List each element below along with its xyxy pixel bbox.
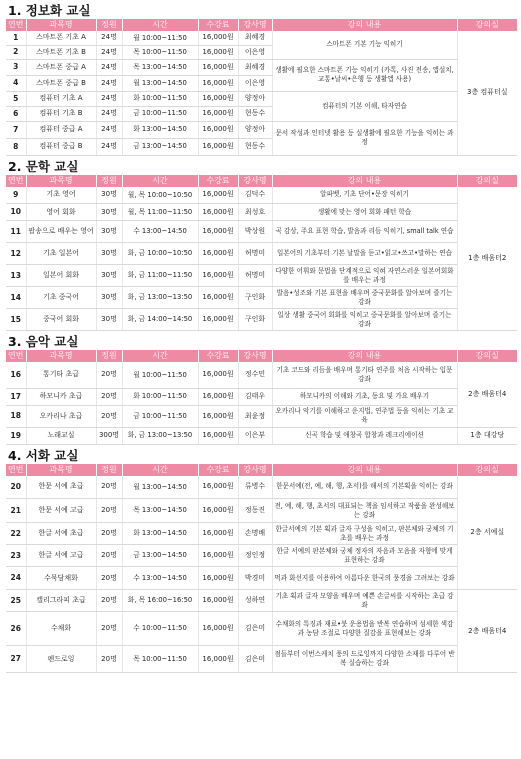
- course-table: [6, 175, 517, 332]
- cell-time: 월 10:00~11:50: [122, 31, 198, 45]
- cell-fee: 16,000원: [198, 45, 238, 59]
- table-row: [6, 243, 517, 265]
- cell-fee: 16,000원: [198, 545, 238, 567]
- course-table: [6, 19, 517, 156]
- table-header: [6, 464, 517, 476]
- cell-subject: 오카리나 초급: [26, 405, 96, 427]
- table-body: [6, 362, 517, 444]
- cell-capacity: 20명: [96, 612, 122, 646]
- cell-fee: 16,000원: [198, 106, 238, 121]
- cell-instructor: 최성호: [238, 204, 272, 221]
- header-capacity: 정원: [96, 350, 122, 362]
- cell-room: 2층 서예실: [457, 476, 517, 590]
- cell-content: 문서 작성과 인터넷 활용 등 실생활에 필요한 기능을 익히는 과정: [272, 121, 457, 155]
- table-row: [6, 287, 517, 309]
- cell-capacity: 300명: [96, 427, 122, 444]
- cell-subject: 영어 회화: [26, 204, 96, 221]
- table-row: [6, 31, 517, 45]
- cell-instructor: 정수민: [238, 362, 272, 388]
- cell-instructor: 허명미: [238, 265, 272, 287]
- table-row: [6, 362, 517, 388]
- cell-content: 일본어의 기초부터 기본 날말을 듣고•읽고•쓰고•말하는 연습: [272, 243, 457, 265]
- section-title: 3. 음악 교실: [8, 334, 79, 349]
- header-subject: 과목명: [26, 350, 96, 362]
- cell-capacity: 24명: [96, 138, 122, 155]
- header-row: [6, 19, 517, 31]
- section-block: [6, 2, 517, 158]
- cell-content: 먹과 화선지를 이용하여 아름다운 한국의 풍경을 그려보는 강좌: [272, 567, 457, 590]
- cell-instructor: 김은미: [238, 646, 272, 673]
- cell-capacity: 20명: [96, 545, 122, 567]
- cell-no: 7: [6, 121, 26, 138]
- cell-content: 신곡 학습 및 애창곡 합창과 레크리에이션: [272, 427, 457, 444]
- cell-fee: 16,000원: [198, 476, 238, 499]
- cell-fee: 16,000원: [198, 388, 238, 405]
- cell-subject: 노래교실: [26, 427, 96, 444]
- header-row: [6, 350, 517, 362]
- cell-content: 한글 서예의 판본체와 궁체 정자의 자음과 모음을 자형에 맞게 표현하는 강좌: [272, 545, 457, 567]
- cell-capacity: 30명: [96, 287, 122, 309]
- cell-no: 5: [6, 91, 26, 106]
- table-row: [6, 309, 517, 331]
- cell-subject: 기초 중국어: [26, 287, 96, 309]
- cell-room: 2층 배움터4: [457, 362, 517, 427]
- table-row: [6, 427, 517, 444]
- cell-subject: 수묵담채화: [26, 567, 96, 590]
- section-block: [6, 158, 517, 334]
- cell-content: 다양한 어휘와 문법을 단계적으로 익혀 자연스러운 일본어회화를 배우는 과정: [272, 265, 457, 287]
- cell-capacity: 20명: [96, 590, 122, 612]
- cell-instructor: 허명미: [238, 243, 272, 265]
- cell-time: 월 13:00~14:50: [122, 476, 198, 499]
- cell-capacity: 30명: [96, 204, 122, 221]
- header-subject: 과목명: [26, 464, 96, 476]
- cell-no: 10: [6, 204, 26, 221]
- cell-no: 16: [6, 362, 26, 388]
- cell-subject: 컴퓨터 중급 B: [26, 138, 96, 155]
- cell-subject: 하모니카 초급: [26, 388, 96, 405]
- cell-content: 컴퓨터의 기본 이해, 타자연습: [272, 91, 457, 121]
- table-header: [6, 19, 517, 31]
- cell-time: 목 13:00~14:50: [122, 499, 198, 523]
- header-time: 시간: [122, 19, 198, 31]
- cell-subject: 수채화: [26, 612, 96, 646]
- cell-instructor: 박상원: [238, 221, 272, 243]
- cell-no: 3: [6, 59, 26, 75]
- table-row: [6, 265, 517, 287]
- cell-subject: 스마트폰 중급 B: [26, 75, 96, 91]
- header-fee: 수강료: [198, 464, 238, 476]
- header-capacity: 정원: [96, 19, 122, 31]
- cell-instructor: 김은미: [238, 612, 272, 646]
- header-no: 연번: [6, 175, 26, 187]
- header-fee: 수강료: [198, 175, 238, 187]
- section-gap: [6, 673, 517, 675]
- cell-fee: 16,000원: [198, 523, 238, 545]
- cell-time: 화, 금 13:00~13:50: [122, 287, 198, 309]
- cell-capacity: 24명: [96, 45, 122, 59]
- cell-room: 2층 배움터4: [457, 590, 517, 673]
- cell-subject: 컴퓨터 기초 A: [26, 91, 96, 106]
- cell-content: 하모니카의 이해와 기초, 동요 및 가요 배우기: [272, 388, 457, 405]
- cell-content: 한문서예(전, 예, 해, 행, 초서)를 해서의 기본획을 익히는 강좌: [272, 476, 457, 499]
- cell-fee: 16,000원: [198, 646, 238, 673]
- cell-content: 알파벳, 기초 단어•문장 익히기: [272, 187, 457, 204]
- cell-content: 기초 코드와 리듬을 배우며 통기타 연주를 처음 시작하는 입문 강좌: [272, 362, 457, 388]
- cell-capacity: 24명: [96, 59, 122, 75]
- cell-instructor: 최혜경: [238, 31, 272, 45]
- header-instructor: 강사명: [238, 175, 272, 187]
- cell-no: 24: [6, 567, 26, 590]
- cell-fee: 16,000원: [198, 221, 238, 243]
- cell-room: 3층 컴퓨터실: [457, 31, 517, 155]
- table-header: [6, 175, 517, 187]
- header-instructor: 강사명: [238, 464, 272, 476]
- cell-instructor: 이은영: [238, 45, 272, 59]
- cell-fee: 16,000원: [198, 362, 238, 388]
- cell-time: 금 13:00~14:50: [122, 138, 198, 155]
- cell-content: 오카리나 악기를 이해하고 운지법, 연주법 등을 익히는 기초 교육: [272, 405, 457, 427]
- cell-time: 금 10:00~11:50: [122, 106, 198, 121]
- cell-capacity: 30명: [96, 265, 122, 287]
- cell-time: 화, 금 14:00~14:50: [122, 309, 198, 331]
- cell-capacity: 20명: [96, 388, 122, 405]
- cell-capacity: 30명: [96, 187, 122, 204]
- header-room: 강의실: [457, 350, 517, 362]
- cell-subject: 스마트폰 중급 A: [26, 59, 96, 75]
- cell-capacity: 20명: [96, 567, 122, 590]
- cell-capacity: 30명: [96, 221, 122, 243]
- cell-fee: 16,000원: [198, 59, 238, 75]
- section-block: [6, 447, 517, 676]
- cell-instructor: 현동수: [238, 138, 272, 155]
- cell-fee: 16,000원: [198, 405, 238, 427]
- cell-no: 6: [6, 106, 26, 121]
- cell-subject: 펜드로잉: [26, 646, 96, 673]
- table-row: [6, 405, 517, 427]
- cell-fee: 16,000원: [198, 243, 238, 265]
- cell-fee: 16,000원: [198, 567, 238, 590]
- cell-fee: 16,000원: [198, 204, 238, 221]
- cell-no: 19: [6, 427, 26, 444]
- header-fee: 수강료: [198, 350, 238, 362]
- cell-capacity: 20명: [96, 499, 122, 523]
- header-no: 연번: [6, 19, 26, 31]
- cell-time: 월, 목 10:00~10:50: [122, 187, 198, 204]
- table-row: [6, 545, 517, 567]
- table-row: [6, 523, 517, 545]
- table-row: [6, 204, 517, 221]
- cell-capacity: 20명: [96, 523, 122, 545]
- cell-time: 금 10:00~11:50: [122, 405, 198, 427]
- cell-no: 21: [6, 499, 26, 523]
- cell-time: 화, 금 10:00~10:50: [122, 243, 198, 265]
- cell-content: 곡 감상, 주요 표현 학습, 발음과 리듬 익히기, small talk 연습: [272, 221, 457, 243]
- cell-time: 화 10:00~11:50: [122, 388, 198, 405]
- cell-time: 화 13:00~14:50: [122, 523, 198, 545]
- cell-time: 월 10:00~11:50: [122, 362, 198, 388]
- header-time: 시간: [122, 464, 198, 476]
- cell-no: 12: [6, 243, 26, 265]
- cell-instructor: 구인화: [238, 309, 272, 331]
- table-body: [6, 187, 517, 331]
- header-fee: 수강료: [198, 19, 238, 31]
- cell-capacity: 20명: [96, 646, 122, 673]
- cell-capacity: 24명: [96, 31, 122, 45]
- header-content: 강의 내용: [272, 464, 457, 476]
- cell-subject: 컴퓨터 중급 A: [26, 121, 96, 138]
- cell-fee: 16,000원: [198, 31, 238, 45]
- header-row: [6, 464, 517, 476]
- cell-time: 수 13:00~14:50: [122, 221, 198, 243]
- cell-instructor: 양정아: [238, 121, 272, 138]
- cell-instructor: 김덕수: [238, 187, 272, 204]
- table-row: [6, 590, 517, 612]
- cell-no: 4: [6, 75, 26, 91]
- cell-content: 생활에 필요한 스마트폰 기능 익히기 (카톡, 사진 전송, 앱설치, 교통•날씨•은행 등 생활앱 사용): [272, 59, 457, 91]
- cell-content: 스마트폰 기본 기능 익히기: [272, 31, 457, 59]
- cell-capacity: 24명: [96, 91, 122, 106]
- header-content: 강의 내용: [272, 19, 457, 31]
- cell-instructor: 정인정: [238, 545, 272, 567]
- section-title: 4. 서화 교실: [8, 447, 79, 463]
- course-table: [6, 464, 517, 674]
- table-row: [6, 388, 517, 405]
- cell-instructor: 최혜경: [238, 59, 272, 75]
- section-block: [6, 333, 517, 447]
- cell-content: 일상 생활 중국어 회화를 익히고 중국문화를 알아보며 즐기는 강좌: [272, 309, 457, 331]
- header-capacity: 정원: [96, 175, 122, 187]
- table-row: [6, 476, 517, 499]
- cell-fee: 16,000원: [198, 121, 238, 138]
- cell-time: 목 10:00~11:50: [122, 646, 198, 673]
- cell-subject: 한글 서예 고급: [26, 545, 96, 567]
- section-title: 2. 문학 교실: [8, 158, 79, 174]
- cell-time: 월, 목 11:00~11:50: [122, 204, 198, 221]
- cell-time: 수 10:00~11:50: [122, 612, 198, 646]
- cell-no: 14: [6, 287, 26, 309]
- header-time: 시간: [122, 350, 198, 362]
- cell-fee: 16,000원: [198, 75, 238, 91]
- cell-time: 목 10:00~11:50: [122, 45, 198, 59]
- cell-time: 화, 금 11:00~11:50: [122, 265, 198, 287]
- header-room: 강의실: [457, 175, 517, 187]
- section-title: 1. 정보화 교실: [8, 3, 91, 18]
- cell-subject: 팝송으로 배우는 영어: [26, 221, 96, 243]
- cell-subject: 통기타 초급: [26, 362, 96, 388]
- cell-room: 1층 대강당: [457, 427, 517, 444]
- cell-no: 26: [6, 612, 26, 646]
- cell-instructor: 구인화: [238, 287, 272, 309]
- cell-no: 18: [6, 405, 26, 427]
- cell-subject: 중국어 회화: [26, 309, 96, 331]
- cell-content: 전, 예, 해, 행, 초서의 대표되는 책을 임서하고 작품을 완성해보는 강좌: [272, 499, 457, 523]
- cell-content: 한글서예의 기본 획과 글자 구성을 익히고, 판본체와 궁체의 기초를 배우는 과정: [272, 523, 457, 545]
- cell-no: 20: [6, 476, 26, 499]
- cell-capacity: 20명: [96, 405, 122, 427]
- cell-content: 생활에 맞는 영어 회화 패턴 학습: [272, 204, 457, 221]
- cell-instructor: 현동수: [238, 106, 272, 121]
- table-row: [6, 221, 517, 243]
- header-no: 연번: [6, 464, 26, 476]
- cell-time: 화, 목 16:00~16:50: [122, 590, 198, 612]
- cell-time: 금 13:00~14:50: [122, 545, 198, 567]
- table-row: [6, 91, 517, 106]
- cell-no: 1: [6, 31, 26, 45]
- cell-no: 11: [6, 221, 26, 243]
- cell-instructor: 류병수: [238, 476, 272, 499]
- cell-no: 15: [6, 309, 26, 331]
- cell-fee: 16,000원: [198, 499, 238, 523]
- cell-fee: 16,000원: [198, 309, 238, 331]
- cell-content: 발음•성조와 기본 표현을 배우며 중국문화를 알아보며 즐기는 강좌: [272, 287, 457, 309]
- cell-no: 27: [6, 646, 26, 673]
- course-table: [6, 350, 517, 445]
- cell-no: 23: [6, 545, 26, 567]
- table-row: [6, 612, 517, 646]
- cell-instructor: 이은영: [238, 75, 272, 91]
- cell-subject: 컴퓨터 기초 B: [26, 106, 96, 121]
- header-no: 연번: [6, 350, 26, 362]
- cell-instructor: 최윤정: [238, 405, 272, 427]
- cell-fee: 16,000원: [198, 265, 238, 287]
- cell-instructor: 박경미: [238, 567, 272, 590]
- cell-no: 13: [6, 265, 26, 287]
- header-subject: 과목명: [26, 175, 96, 187]
- cell-no: 17: [6, 388, 26, 405]
- cell-no: 2: [6, 45, 26, 59]
- cell-fee: 16,000원: [198, 91, 238, 106]
- cell-capacity: 30명: [96, 309, 122, 331]
- header-row: [6, 175, 517, 187]
- table-row: [6, 499, 517, 523]
- cell-capacity: 24명: [96, 106, 122, 121]
- cell-instructor: 이은부: [238, 427, 272, 444]
- cell-instructor: 손명배: [238, 523, 272, 545]
- cell-subject: 스마트폰 기초 B: [26, 45, 96, 59]
- cell-time: 수 13:00~14:50: [122, 567, 198, 590]
- cell-subject: 한문 서예 초급: [26, 476, 96, 499]
- cell-subject: 기초 일본어: [26, 243, 96, 265]
- header-content: 강의 내용: [272, 175, 457, 187]
- table-row: [6, 646, 517, 673]
- cell-capacity: 24명: [96, 75, 122, 91]
- header-capacity: 정원: [96, 464, 122, 476]
- cell-subject: 기초 영어: [26, 187, 96, 204]
- cell-no: 22: [6, 523, 26, 545]
- cell-room: 1층 배움터2: [457, 187, 517, 331]
- cell-content: 수채화의 특징과 재료•붓 운용법을 반복 연습하며 섬세한 색감과 농담 조절로 다양한 질감을 표현해보는 강좌: [272, 612, 457, 646]
- cell-no: 8: [6, 138, 26, 155]
- cell-instructor: 성하연: [238, 590, 272, 612]
- cell-capacity: 24명: [96, 121, 122, 138]
- table-row: [6, 59, 517, 75]
- table-body: [6, 476, 517, 673]
- cell-time: 화, 금 13:00~13:50: [122, 427, 198, 444]
- cell-fee: 16,000원: [198, 138, 238, 155]
- cell-subject: 캘리그라피 초급: [26, 590, 96, 612]
- cell-content: 기초 획과 글자 모양을 배우며 예쁜 손글씨를 시작하는 초급 강좌: [272, 590, 457, 612]
- cell-content: 점들부터 이번스케치 풍의 드로잉까지 다양한 소재를 다루어 반복 실습하는 강좌: [272, 646, 457, 673]
- cell-capacity: 20명: [96, 476, 122, 499]
- cell-fee: 16,000원: [198, 590, 238, 612]
- cell-time: 목 13:00~14:50: [122, 59, 198, 75]
- table-header: [6, 350, 517, 362]
- cell-fee: 16,000원: [198, 427, 238, 444]
- header-room: 강의실: [457, 19, 517, 31]
- cell-subject: 스마트폰 기초 A: [26, 31, 96, 45]
- cell-no: 9: [6, 187, 26, 204]
- table-row: [6, 187, 517, 204]
- cell-subject: 한글 서예 초급: [26, 523, 96, 545]
- cell-no: 25: [6, 590, 26, 612]
- cell-fee: 16,000원: [198, 187, 238, 204]
- cell-time: 월 13:00~14:50: [122, 75, 198, 91]
- cell-instructor: 양정아: [238, 91, 272, 106]
- table-row: [6, 121, 517, 138]
- cell-subject: 한문 서예 고급: [26, 499, 96, 523]
- cell-time: 화 13:00~14:50: [122, 121, 198, 138]
- cell-capacity: 20명: [96, 362, 122, 388]
- cell-instructor: 김태우: [238, 388, 272, 405]
- cell-subject: 일본어 회화: [26, 265, 96, 287]
- cell-fee: 16,000원: [198, 287, 238, 309]
- sections-container: [6, 2, 517, 675]
- cell-fee: 16,000원: [198, 612, 238, 646]
- header-content: 강의 내용: [272, 350, 457, 362]
- cell-capacity: 30명: [96, 243, 122, 265]
- table-body: [6, 31, 517, 155]
- header-subject: 과목명: [26, 19, 96, 31]
- cell-time: 화 10:00~11:50: [122, 91, 198, 106]
- header-room: 강의실: [457, 464, 517, 476]
- table-row: [6, 567, 517, 590]
- header-instructor: 강사명: [238, 19, 272, 31]
- cell-instructor: 정동진: [238, 499, 272, 523]
- header-time: 시간: [122, 175, 198, 187]
- header-instructor: 강사명: [238, 350, 272, 362]
